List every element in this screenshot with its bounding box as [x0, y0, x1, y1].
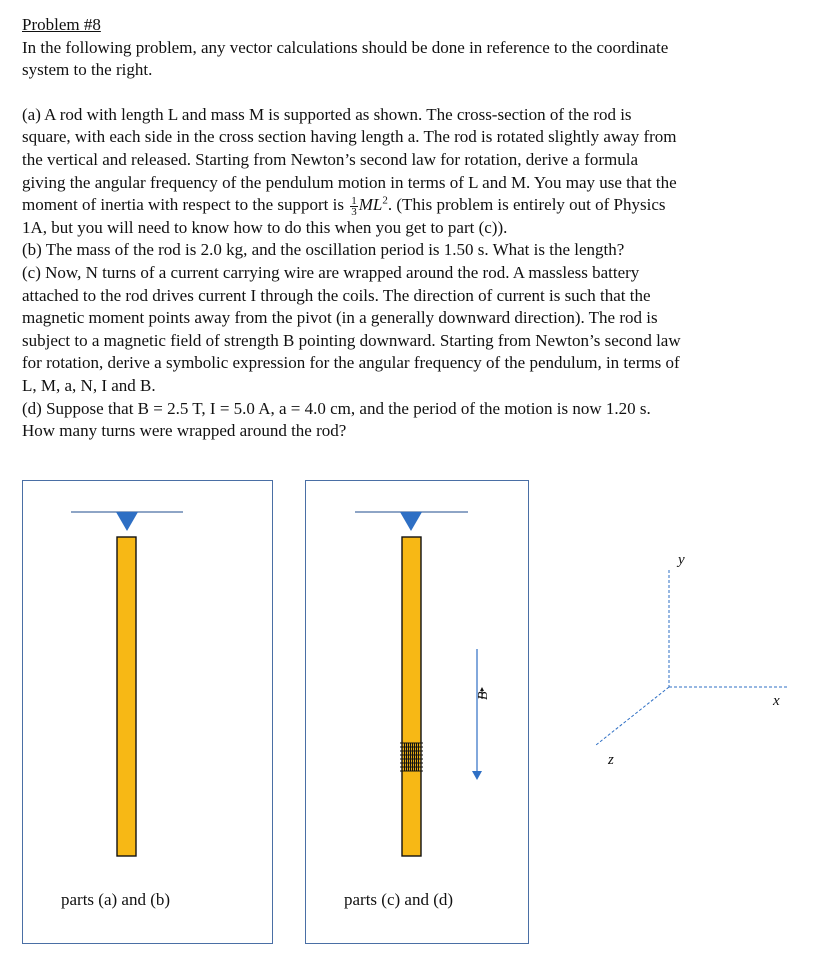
part-b-line: (b) The mass of the rod is 2.0 kg, and the oscillation period is 1.50 s. What is the length?	[22, 240, 625, 260]
rod	[117, 537, 136, 856]
part-a-line-2: square, with each side in the cross section having length a. The rod is rotated slightly away from	[22, 127, 677, 147]
intro-line-2: system to the right.	[22, 60, 153, 80]
figure-panel-cd	[305, 480, 529, 944]
part-a-line-3: the vertical and released. Starting from Newton’s second law for rotation, derive a formula	[22, 149, 639, 169]
caption-cd: parts (c) and (d)	[344, 890, 454, 909]
part-c-line-4: subject to a magnetic field of strength B pointing downward. Starting from Newton’s second law	[22, 330, 681, 350]
part-c-line-2: attached to the rod drives current I through the coils. The direction of current is such that the	[22, 285, 651, 305]
one-third-fraction	[350, 196, 358, 217]
part-a-line-4: giving the angular frequency of the pendulum motion in terms of L and M. You may use that the	[22, 172, 677, 192]
part-c-line-3: magnetic moment points away from the pivot (in a generally downward direction). The rod is	[22, 308, 658, 328]
moi-exponent: 2	[382, 194, 388, 207]
caption-ab: parts (a) and (b)	[61, 890, 171, 909]
part-d-line-2: How many turns were wrapped around the rod?	[22, 421, 347, 441]
part-c-line-1: (c) Now, N turns of a current carrying wire are wrapped around the rod. A massless battery	[22, 262, 640, 282]
z-axis-label: z	[608, 752, 614, 768]
z-axis	[596, 687, 669, 745]
problem-title: Problem #8	[22, 15, 101, 34]
part-a-line-1: (a) A rod with length L and mass M is supported as shown. The cross-section of the rod is	[22, 104, 632, 124]
part-a-line-6: 1A, but you will need to know how to do this when you get to part (c)).	[22, 217, 508, 237]
figure-panel-ab	[22, 480, 273, 944]
figure-cd-svg	[306, 481, 528, 943]
y-axis-label: y	[678, 552, 685, 568]
fraction-numerator: 1	[351, 194, 357, 207]
field-label: B	[476, 691, 491, 700]
problem-text	[22, 14, 802, 443]
part-c-line-6: L, M, a, N, I and B.	[22, 375, 156, 395]
part-d-line-1: (d) Suppose that B = 2.5 T, I = 5.0 A, a = 4.0 cm, and the period of the motion is now 1.20 s.	[22, 398, 651, 418]
pivot-icon	[116, 512, 138, 531]
intro-line-1: In the following problem, any vector calculations should be done in reference to the coordinate	[22, 37, 669, 57]
part-a-line-5	[22, 194, 802, 217]
x-axis-label: x	[773, 693, 780, 709]
figure-ab-svg	[23, 481, 272, 943]
field-arrow-head-icon	[472, 771, 482, 780]
moi-ml: ML	[358, 195, 383, 215]
coordinate-axes	[580, 540, 810, 785]
pivot-icon	[400, 512, 422, 531]
axes-svg	[580, 540, 810, 780]
moi-text: moment of inertia with respect to the support is	[22, 195, 349, 215]
rod	[402, 537, 421, 856]
part-c-line-5: for rotation, derive a symbolic expression for the angular frequency of the pendulum, in terms of	[22, 353, 680, 373]
vector-arrow-icon	[480, 687, 484, 691]
fraction-denominator: 3	[351, 205, 357, 218]
moi-post-text: . (This problem is entirely out of Physics	[387, 195, 666, 215]
